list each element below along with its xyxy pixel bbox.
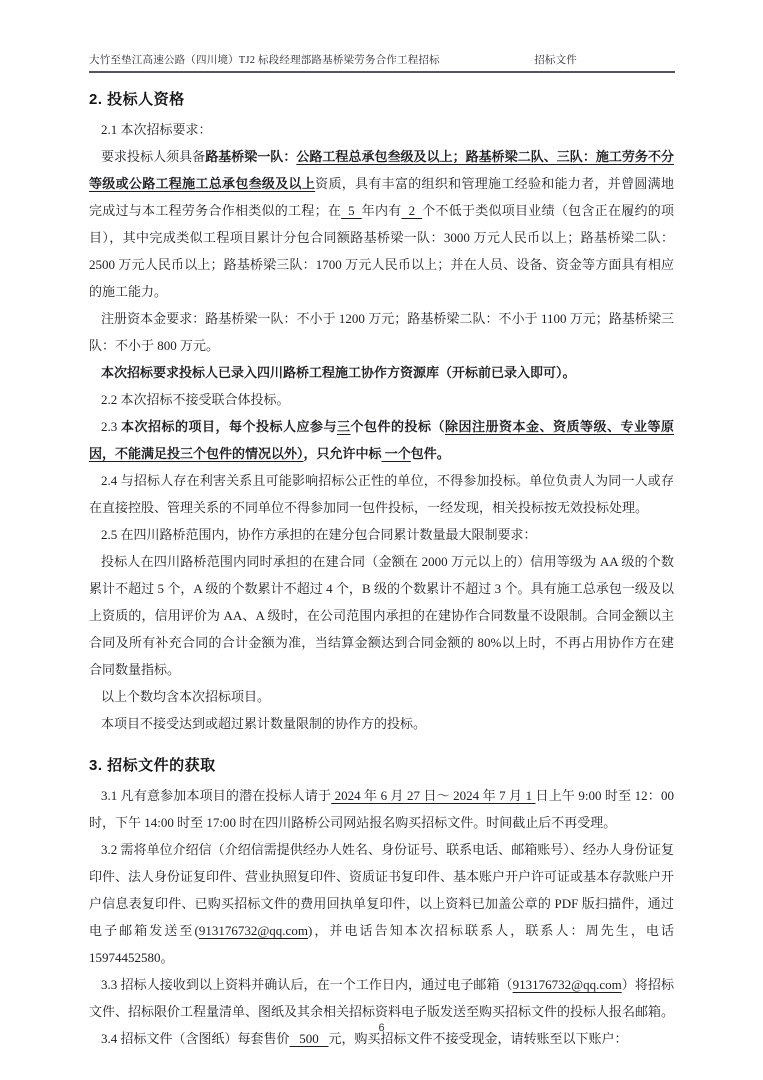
paragraph xyxy=(89,143,674,305)
paragraph xyxy=(89,386,674,413)
text-run: 个包件的投标（ xyxy=(350,419,445,434)
text-run: 一个 xyxy=(381,446,411,461)
text-run: 3.1 凡有意参加本项目的潜在投标人请于 xyxy=(101,788,332,803)
paragraph xyxy=(89,116,674,143)
document-body xyxy=(89,78,674,1052)
paragraph xyxy=(89,305,674,359)
text-run: 2 xyxy=(401,203,423,218)
paragraph xyxy=(89,683,674,710)
text-run: 资质，具有丰富的组织和管理施工经验和能力者，并曾圆满地完成过与本工程劳务合作相类似的工程；在 xyxy=(89,176,674,218)
text-run: 2.1 本次招标要求： xyxy=(101,122,212,137)
text-run: 2.5 在四川路桥范围内，协作方承担的在建分包合同累计数量最大限制要求： xyxy=(101,527,537,542)
paragraph xyxy=(89,710,674,737)
paragraph xyxy=(89,413,674,467)
page-header xyxy=(89,52,675,73)
text-run: )，并电话告知本次招标联系人，联系人：周先生，电话 15974452580。 xyxy=(89,923,674,965)
text-run: 个不低于类似项目业绩（包含正在履约的项目），其中完成类似工程项目累计分包合同额路基桥梁一队：3000 万元人民币以上；路基桥梁二队：2500 万元人民币以上；路基桥梁三队：1700 万元人民币以上；并在人员、设备、资金等方面具有相应的施工能力。 xyxy=(89,203,674,299)
text-run: 2.2 本次招标不接受联合体投标。 xyxy=(101,392,290,407)
text-run: 本次招标要求投标人已录入四川路桥工程施工协作方资源库（开标前已录入即可）。 xyxy=(101,365,576,380)
page-number: 6 xyxy=(378,1022,385,1034)
paragraph xyxy=(89,521,674,548)
header-doc-type-label: 招标文件 xyxy=(534,55,577,66)
text-run: 2.3 xyxy=(101,419,121,434)
text-run: 元，购买招标文件不接受现金，请转账至以下账户： xyxy=(328,1031,628,1046)
text-run: 三 xyxy=(336,419,351,434)
text-run: 3.4 招标文件（含图纸）每套售价 xyxy=(101,1031,290,1046)
text-run: ，只允许中标 xyxy=(303,446,382,461)
text-run: 要求投标人须具备 xyxy=(101,149,206,164)
section-heading: 2. 投标人资格 xyxy=(89,91,185,108)
paragraph xyxy=(89,548,674,683)
text-run: 本次招标的项目，每个投标人应参与 xyxy=(121,419,337,434)
paragraph xyxy=(89,359,674,386)
text-run: 以上个数均含本次招标项目。 xyxy=(101,689,271,704)
paragraph xyxy=(89,782,674,836)
text-run: 投标人在四川路桥范围内同时承担的在建合同（金额在 2000 万元以上的）信用等级为 AA 级的个数累计不超过 5 个，A 级的个数累计不超过 4 个，B 级的个数累计不超过 3 个。具有施工总承包一级及以上资质的，信用评价为 AA、A 级时，在公司范围内承担的在建协作合同数量不设限制。合同金额以主合同及所有补充合同的合计金额为准，当结算金额达到合同金额的 80%以上时，不再占用协作方在建合同数量指标。 xyxy=(89,554,674,677)
paragraph xyxy=(89,467,674,521)
text-run: 公路工程总承包叁级及以上；路基桥梁二队、三队：施工劳务不分等级或公路工程施工总承包叁级及以上 xyxy=(89,149,674,191)
paragraph xyxy=(89,971,674,1025)
text-run: 除因注册资本金、资质等级、专业等原因，不能满足投三个包件的情况以外） xyxy=(89,419,674,461)
header-project-title: 大竹至垫江高速公路（四川境）TJ2 标段经理部路基桥梁劳务合作工程招标 xyxy=(89,55,440,66)
text-run: ）将招标文件、招标限价工程量清单、图纸及其余相关招标资料电子版发送至购买招标文件的投标人报名邮箱。 xyxy=(89,977,675,1019)
text-run: 路基桥梁一队： xyxy=(205,149,297,164)
page-footer xyxy=(0,1022,763,1034)
text-run: 2024 年 6 月 27 日～ 2024 年 7 月 1 xyxy=(331,788,536,803)
text-run: 3.2 需将单位介绍信（介绍信需提供经办人姓名、身份证号、联系电话、邮箱账号）、经办人身份证复印件、法人身份证复印件、营业执照复印件、资质证书复印件、基本账户开户许可证或基本存款账户开户信息表复印件、已购买招标文件的费用回执单复印件，以上资料已加盖公章的 PDF 版扫描件，通过电子邮箱发送至( xyxy=(89,842,675,938)
text-run: 2.4 与招标人存在利害关系且可能影响招标公正性的单位，不得参加投标。单位负责人为同一人或存在直接控股、管理关系的不同单位不得参加同一包件投标，一经发现，相关投标按无效投标处理。 xyxy=(89,473,674,515)
text-run: 包件。 xyxy=(410,446,450,461)
section-heading: 3. 招标文件的获取 xyxy=(89,757,216,774)
text-run: 5 xyxy=(341,203,362,218)
text-run: 注册资本金要求：路基桥梁一队：不小于 1200 万元；路基桥梁二队：不小于 1100 万元；路基桥梁三队：不小于 800 万元。 xyxy=(89,311,674,353)
text-run: 500 xyxy=(289,1031,329,1046)
text-run: 3.3 招标人接收到以上资料并确认后，在一个工作日内，通过电子邮箱（ xyxy=(101,977,513,992)
text-run: 本项目不接受达到或超过累计数量限制的协作方的投标。 xyxy=(101,716,427,731)
text-run: 913176732@qq.com xyxy=(198,923,308,938)
text-run: 913176732@qq.com xyxy=(512,977,622,992)
paragraph xyxy=(89,836,674,971)
text-run: 日上午 9:00 时至 12：00 时，下午 14:00 时至 17:00 时在四川路桥公司网站报名购买招标文件。时间截止后不再受理。 xyxy=(89,788,674,830)
text-run: 年内有 xyxy=(361,203,402,218)
